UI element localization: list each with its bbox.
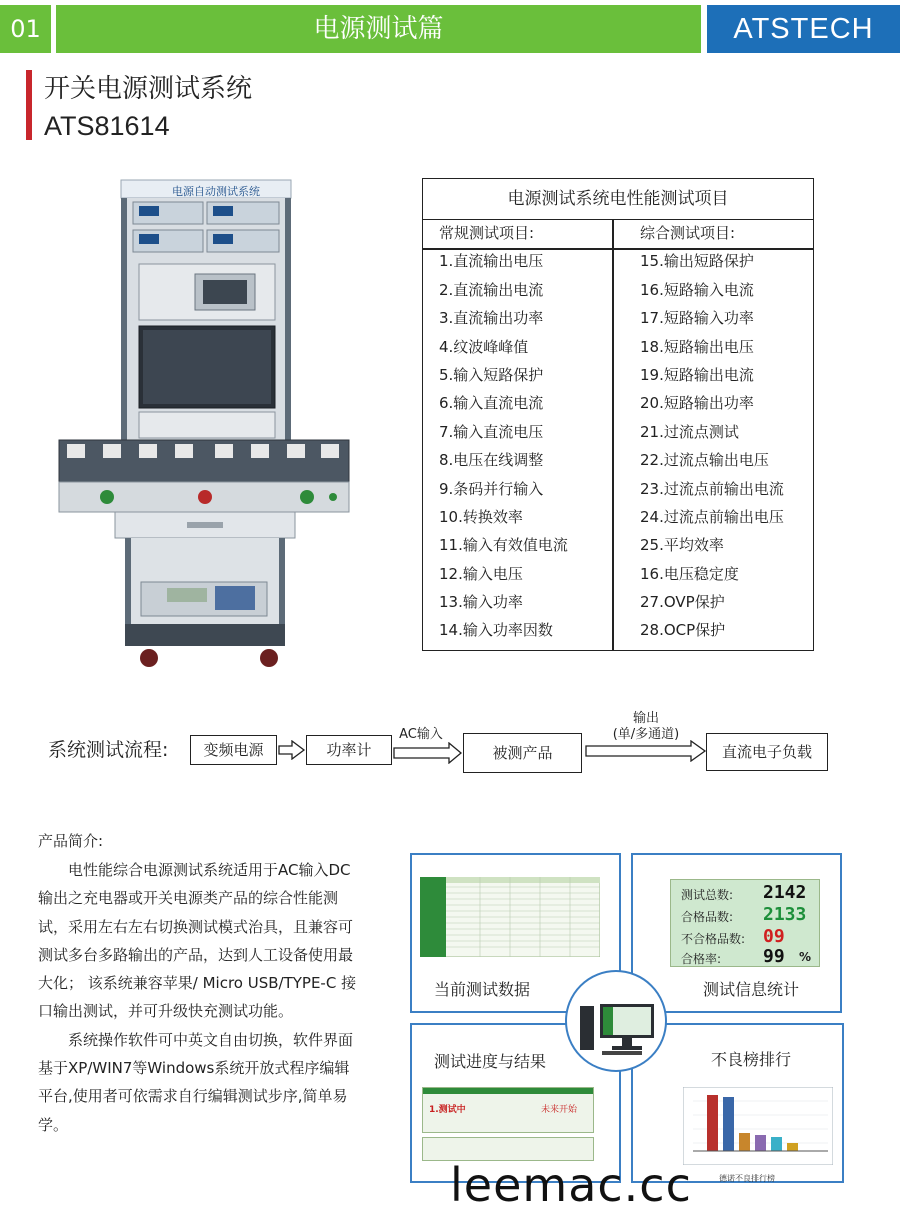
table-cell: 11.输入有效值电流 [439, 536, 568, 555]
table-cell: 7.输入直流电压 [439, 422, 544, 441]
flow-box-dut: 被测产品 [463, 733, 582, 773]
data-grid-screenshot [420, 877, 600, 957]
table-cell: 20.短路输出功率 [640, 394, 754, 413]
table-cell: 16.短路输入电流 [640, 280, 754, 299]
table-cell: 18.短路输出电压 [640, 337, 754, 356]
table-cell: 1.直流输出电压 [439, 252, 544, 271]
table-cell: 23.过流点前输出电流 [640, 479, 784, 498]
progress-screenshot [422, 1087, 594, 1133]
stat-value: 2142 [763, 882, 807, 903]
table-cell: 10.转换效率 [439, 507, 523, 526]
panel-current-data-label: 当前测试数据 [434, 980, 531, 999]
stat-value: 09 [763, 926, 785, 947]
brand-logo-text: ATSTECH [707, 5, 900, 53]
progress-badge: 1.测试中 [429, 1105, 466, 1115]
flow-label: 系统测试流程: [48, 739, 169, 761]
product-model: ATS81614 [44, 111, 170, 141]
stat-label: 合格品数: [681, 910, 734, 924]
table-cell: 9.条码并行输入 [439, 479, 544, 498]
progress-bar [423, 1088, 593, 1094]
intro-heading: 产品简介: [38, 832, 104, 850]
stat-label: 不合格品数: [681, 932, 746, 946]
panel-ranking-label: 不良榜排行 [711, 1050, 792, 1069]
flow-note-channels: (单/多通道) [612, 727, 680, 742]
table-cell: 25.平均效率 [640, 536, 724, 555]
intro-text [38, 856, 363, 1139]
table-cell: 17.短路输入功率 [640, 309, 754, 328]
table-cell: 8.电压在线调整 [439, 451, 544, 470]
product-name: 开关电源测试系统 [44, 74, 253, 104]
section-number: 01 [0, 5, 51, 53]
panel-stats-label: 测试信息统计 [703, 980, 800, 999]
flow-arrow-icon [393, 742, 463, 764]
flow-box-dc-load: 直流电子负载 [706, 733, 828, 771]
table-cell: 28.OCP保护 [640, 621, 726, 640]
watermark-text: leemac.cc [450, 1158, 692, 1212]
table-cell: 13.输入功率 [439, 593, 523, 612]
stat-value: 2133 [763, 904, 807, 925]
ranking-caption: 德诺不良排行榜 [719, 1174, 775, 1183]
comprehensive-items-header: 综合测试项目: [640, 224, 736, 242]
table-cell: 15.输出短路保护 [640, 252, 754, 271]
table-cell: 4.纹波峰峰值 [439, 337, 529, 356]
panel-stats [631, 853, 842, 1013]
table-cell: 2.直流输出电流 [439, 280, 544, 299]
title-accent-bar [26, 70, 32, 140]
ranking-bar-chart-image [683, 1087, 833, 1165]
table-cell: 21.过流点测试 [640, 422, 739, 441]
stats-display [670, 879, 820, 967]
progress-ok: 未来开始 [541, 1105, 578, 1115]
table-cell: 3.直流输出功率 [439, 309, 544, 328]
table-cell: 14.输入功率因数 [439, 621, 553, 640]
table-header-rule [422, 248, 814, 250]
table-cell: 16.电压稳定度 [640, 564, 739, 583]
stat-unit: % [799, 950, 812, 964]
intro-paragraph-2: 系统操作软件可中英文自由切换，软件界面基于XP/WIN7等Windows系统开放式程序编辑平台,使用者可依需求自行编辑测试步序,简单易学。 [38, 1030, 354, 1134]
comprehensive-items-column [640, 219, 784, 645]
flow-note-ac-input: AC输入 [399, 727, 443, 742]
flow-arrow-icon [585, 740, 707, 762]
desktop-computer-icon [578, 996, 656, 1056]
flow-arrow-icon [278, 740, 306, 760]
flow-note-output: 输出 [632, 711, 659, 726]
table-cell: 6.输入直流电流 [439, 394, 544, 413]
stat-label: 合格率: [681, 952, 722, 966]
intro-paragraph-1: 电性能综合电源测试系统适用于AC输入DC输出之充电器或开关电源类产品的综合性能测试，采用左右左右切换测试模式治具，且兼容可测试多台多路输出的产品，达到人工设备使用最大化； 该系统兼容苹果/ Micro USB/TYPE-C 接口输出测试，并可升级快充测试功能。 [38, 861, 357, 1021]
table-title: 电源测试系统电性能测试项目 [423, 179, 813, 220]
regular-items-column [439, 219, 568, 645]
table-cell: 24.过流点前输出电压 [640, 507, 784, 526]
table-cell: 5.输入短路保护 [439, 365, 544, 384]
panel-progress-label: 测试进度与结果 [434, 1052, 547, 1071]
table-cell: 19.短路输出电流 [640, 365, 754, 384]
table-cell: 12.输入电压 [439, 564, 523, 583]
flow-box-freq-source: 变频电源 [190, 735, 277, 765]
table-column-divider [612, 219, 614, 650]
flow-box-power-meter: 功率计 [306, 735, 392, 765]
table-cell: 22.过流点输出电压 [640, 451, 769, 470]
table-cell: 27.OVP保护 [640, 593, 725, 612]
machine-top-label: 电源自动测试系统 [172, 185, 260, 198]
regular-items-header: 常规测试项目: [439, 224, 535, 242]
stat-label: 测试总数: [681, 888, 734, 902]
section-title: 电源测试篇 [56, 5, 701, 53]
test-system-machine-image [55, 178, 400, 673]
stat-value: 99 [763, 946, 785, 967]
